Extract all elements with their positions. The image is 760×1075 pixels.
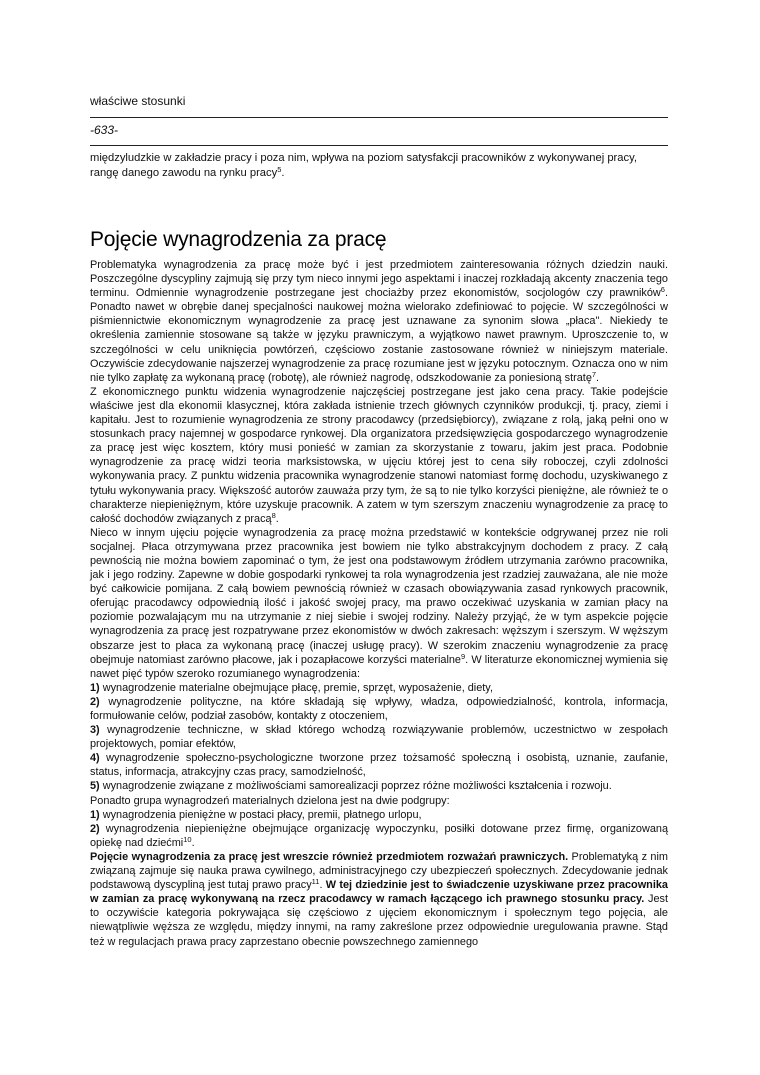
running-header: właściwe stosunki [90, 94, 186, 108]
list-item-type-4: 4) wynagrodzenie społeczno-psychologiczne tworzone przez tożsamość społeczną i osobistą, uznanie, zaufanie, status, informacja, atrakcyjny czas pracy, samodzielność, [90, 752, 668, 779]
paragraph-economic: Z ekonomicznego punktu widzenia wynagrodzenie najczęściej postrzegane jest jako cena pracy. Takie podejście właściwe jest dla ekonomii klasycznej, która zakłada istnienie trzech głównych czynników produkcji, tj. pracy, ziemi i kapitału. Jest to rozumienie wynagrodzenia ze strony pracodawcy (przedsiębiorcy), związane z rolą, jaką pełni ono w stosunkach pracy najemnej w gospodarce rynkowej. Dla organizatora przedsięwzięcia gospodarczego wynagrodzenie za pracę jest więc kosztem, który musi ponieść w zamian za skorzystanie z towaru, jakim jest praca. Podobnie wynagrodzenie za pracę widzi teoria marksistowska, w ujęciu której jest to cena siły roboczej, czyli zdolności wykonywania pracy. Z punktu widzenia pracownika wynagrodzenie stanowi natomiast formę dochodu, uzyskiwanego z tytułu wykonywania pracy. Większość autorów zauważa przy tym, że są to nie tylko korzyści pieniężne, ale również te o charakterze niepieniężnym, które uzyskuje pracownik. A zatem w tym szerszym znaczeniu wynagrodzenie za pracę to całość dochodów związanych z pracą$^8$. [90, 385, 668, 525]
page-number: -633- [90, 123, 119, 137]
footnote-ref: 6 [660, 285, 665, 295]
footnote-ref: 5 [277, 165, 282, 174]
header-rule [90, 117, 668, 118]
footnote-ref: 11 [311, 877, 320, 887]
paragraph-definitions: Problematyka wynagrodzenia za pracę może być i jest przedmiotem zainteresowania różnych dziedzin nauki. Poszczególne dyscypliny zajmują się przy tym nieco innymi jego aspektami i inaczej rozkładają akcenty znaczenia tego terminu. Odmiennie wynagrodzenie postrzegane jest chociażby przez ekonomistów, socjologów czy prawników$^6$. Ponadto nawet w obrębie danej specjalności naukowej można wielorako zdefiniować to pojęcie. W szczególności w piśmiennictwie ekonomicznym wynagrodzenie za pracę jest uznawane za synonim słowa „płaca". Niekiedy te określenia zamiennie stosowane są także w języku prawniczym, a wyjątkowo nawet prawnym. Uproszczenie to, w szczególności w celu uniknięcia powtórzeń, częściowo zostanie zastosowane również w niniejszym materiale. Oczywiście zdecydowanie najszerzej wynagrodzenie za pracę rozumiane jest w języku potocznym. Oznacza ono w nim nie tylko zapłatę za wykonaną pracę (robotę), ale również nagrodę, odszkodowanie za poniesioną stratę$^7$. [90, 259, 668, 384]
footnote-ref: 8 [271, 510, 276, 520]
footnote-ref: 10 [183, 834, 192, 844]
paragraph-legal: Pojęcie wynagrodzenia za pracę jest wreszcie również przedmiotem rozważań prawniczych. Problematyką z nim związaną zajmuje się nauka prawa cywilnego, administracyjnego czy ubezpieczeń społecznych. Zdecydowanie jednak podstawową dyscypliną jest tutaj prawo pracy$^{11}$. W tej dziedzinie jest to świadczenie uzyskiwane przez pracownika w zamian za pracę wykonywaną na rzecz pracodawcy w ramach łączącego ich prawnego stosunku pracy. Jest to oczywiście kategoria pokrywająca się częściowo z ujęciem ekonomicznym i społecznym tego pojęcia, ale niewątpliwie węższa ze względu, między innymi, na ramy zakreślone przez odpowiednie uregulowania prawne. Stąd też w regulacjach prawa pracy zaprzestano obecnie powszechnego zamiennego [90, 850, 669, 948]
footnote-ref: 9 [460, 651, 466, 661]
list-item-type-1: 1) wynagrodzenie materialne obejmujące płacę, premie, sprzęt, wyposażenie, diety, [90, 681, 493, 694]
section-body [90, 258, 668, 949]
list-item-subgroup-2: 2) wynagrodzenia niepieniężne obejmujące organizację wypoczynku, posiłki dotowane przez firmę, organizowaną opiekę nad dziećmi$^{10}$. [90, 822, 668, 849]
list-item-type-3: 3) wynagrodzenie techniczne, w skład którego wchodzą rozwiązywanie problemów, uczestnictwo w zespołach projektowych, pomiar efektów, [90, 724, 668, 751]
section-title: Pojęcie wynagrodzenia za pracę [90, 228, 387, 251]
list-item-type-5: 5) wynagrodzenie związane z możliwościami samorealizacji poprzez różne możliwości kształcenia i rozwoju. [90, 780, 612, 793]
paragraph-subgroups: Ponadto grupa wynagrodzeń materialnych dzielona jest na dwie podgrupy: [90, 794, 450, 807]
header-rule-bottom [90, 145, 668, 146]
paragraph-social: Nieco w innym ujęciu pojęcie wynagrodzenia za pracę można przedstawić w kontekście odgrywanej przez nie roli socjalnej. Płaca otrzymywana przez pracownika jest bowiem nie tylko abstrakcyjnym dochodem z pracy. Z całą pewnością nie można bowiem zapominać o tym, że jest ona podstawowym źródłem utrzymania zarówno pracownika, jak i jego rodziny. Zapewne w dobie gospodarki rynkowej ta rola wynagrodzenia jest rzadziej zauważana, ale nie może być całkowicie pomijana. Z całą bowiem pewnością również w czasach obowiązywania zasad rynkowych pracownik, oferując pracodawcy odpowiednią ilość i jakość swojej pracy, ma prawo oczekiwać uzyskania w zamian płacy na poziomie pozwalającym mu na utrzymanie z niej siebie i swojej rodziny. Należy przyjąć, że w tym aspekcie pojęcie wynagrodzenia za pracę jest rozpatrywane przez ekonomistów w dwóch zakresach: węższym i szerszym. W węższym obszarze jest to płaca za wykonaną pracę (inaczej usługę pracy). W szerokim znaczeniu wynagrodzenie za pracę obejmuje natomiast zarówno płacowe, jak i pozapłacowe korzyści materialne$^9$. W literaturze ekonomicznej wymienia się nawet pięć typów szeroko rozumianego wynagrodzenia: [90, 526, 669, 680]
footnote-ref: 7 [591, 369, 597, 379]
list-item-subgroup-1: 1) wynagrodzenia pieniężne w postaci płacy, premii, płatnego urlopu, [90, 808, 422, 821]
intro-paragraph: międzyludzkie w zakładzie pracy i poza nim, wpływa na poziom satysfakcji pracowników z wykonywanej pracy, rangę danego zawodu na rynku pracy$^5$. [90, 152, 637, 179]
list-item-type-2: 2) wynagrodzenie polityczne, na które składają się wpływy, władza, odpowiedzialność, kontrola, informacja, formułowanie celów, podział zasobów, kontakty z otoczeniem, [90, 695, 668, 722]
